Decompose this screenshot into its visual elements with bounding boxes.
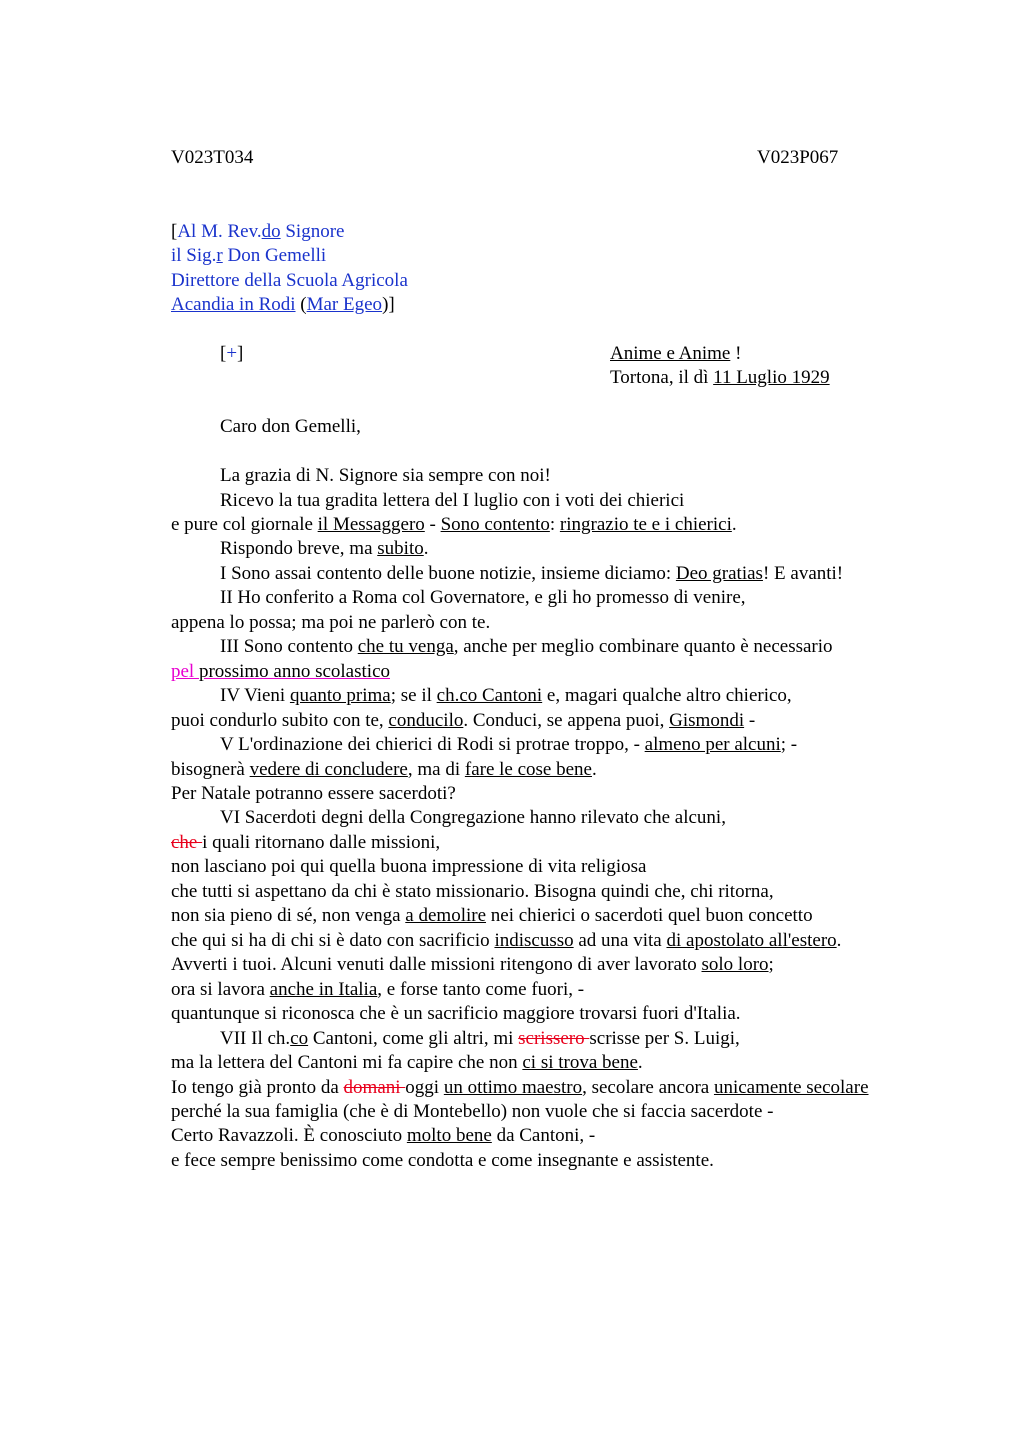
body-line: puoi condurlo subito con te, conducilo. Conduci, se appena puoi, Gismondi -: [171, 710, 756, 731]
cross-mark: [+]: [220, 343, 244, 364]
body-line: quantunque si riconosca che è un sacrificio maggiore trovarsi fuori d'Italia.: [171, 1003, 741, 1024]
body-line: e fece sempre benissimo come condotta e come insegnante e assistente.: [171, 1150, 714, 1171]
body-line: Ricevo la tua gradita lettera del I luglio con i voti dei chierici: [220, 490, 685, 511]
body-line: II Ho conferito a Roma col Governatore, e gli ho promesso di venire,: [220, 587, 746, 608]
body-line: non lasciano poi qui quella buona impressione di vita religiosa: [171, 856, 647, 877]
body-line: III Sono contento che tu venga, anche per meglio combinare quanto è necessario: [220, 636, 833, 657]
body-line: Io tengo già pronto da domani oggi un ottimo maestro, secolare ancora unicamente secolare: [171, 1077, 869, 1098]
body-line: non sia pieno di sé, non venga a demolire nei chierici o sacerdoti quel buon concetto: [171, 905, 813, 926]
body-line: VII Il ch.co Cantoni, come gli altri, mi scrissero scrisse per S. Luigi,: [220, 1028, 740, 1049]
address-line-1: [Al M. Rev.do Signore: [171, 221, 345, 242]
body-line: perché la sua famiglia (che è di Montebello) non vuole che si faccia sacerdote -: [171, 1101, 774, 1122]
address-line-2: il Sig.r Don Gemelli: [171, 245, 327, 266]
body-line: Rispondo breve, ma subito.: [220, 538, 429, 559]
body-line: e pure col giornale il Messaggero - Sono contento: ringrazio te e i chierici.: [171, 514, 737, 535]
body-line: pel prossimo anno scolastico: [171, 661, 390, 682]
motto: Anime e Anime !: [610, 343, 742, 364]
body-line: VI Sacerdoti degni della Congregazione hanno rilevato che alcuni,: [220, 807, 726, 828]
place-date: Tortona, il dì 11 Luglio 1929: [610, 367, 830, 388]
body-line: ora si lavora anche in Italia, e forse tanto come fuori, -: [171, 979, 585, 1000]
body-line: La grazia di N. Signore sia sempre con noi!: [220, 465, 551, 486]
body-line: che tutti si aspettano da chi è stato missionario. Bisogna quindi che, chi ritorna,: [171, 881, 774, 902]
body-line: ma la lettera del Cantoni mi fa capire che non ci si trova bene.: [171, 1052, 643, 1073]
body-line: bisognerà vedere di concludere, ma di fare le cose bene.: [171, 759, 597, 780]
body-line: I Sono assai contento delle buone notizie, insieme diciamo: Deo gratias! E avanti!: [220, 563, 844, 584]
body-line: che qui si ha di chi si è dato con sacrificio indiscusso ad una vita di apostolato all'estero.: [171, 930, 842, 951]
doc-code-right: V023P067: [757, 147, 839, 168]
body-line: che i quali ritornano dalle missioni,: [171, 832, 441, 853]
address-line-4: Acandia in Rodi (Mar Egeo)]: [171, 294, 395, 315]
address-line-3: Direttore della Scuola Agricola: [171, 270, 408, 291]
body-line: appena lo possa; ma poi ne parlerò con te.: [171, 612, 491, 633]
body-line: Per Natale potranno essere sacerdoti?: [171, 783, 456, 804]
body-line: Avverti i tuoi. Alcuni venuti dalle missioni ritengono di aver lavorato solo loro;: [171, 954, 774, 975]
body-line: Certo Ravazzoli. È conosciuto molto bene da Cantoni, -: [171, 1125, 596, 1146]
body-line: IV Vieni quanto prima; se il ch.co Cantoni e, magari qualche altro chierico,: [220, 685, 792, 706]
salutation: Caro don Gemelli,: [220, 416, 361, 437]
doc-code-left: V023T034: [171, 147, 254, 168]
body-line: V L'ordinazione dei chierici di Rodi si protrae troppo, - almeno per alcuni; -: [220, 734, 798, 755]
